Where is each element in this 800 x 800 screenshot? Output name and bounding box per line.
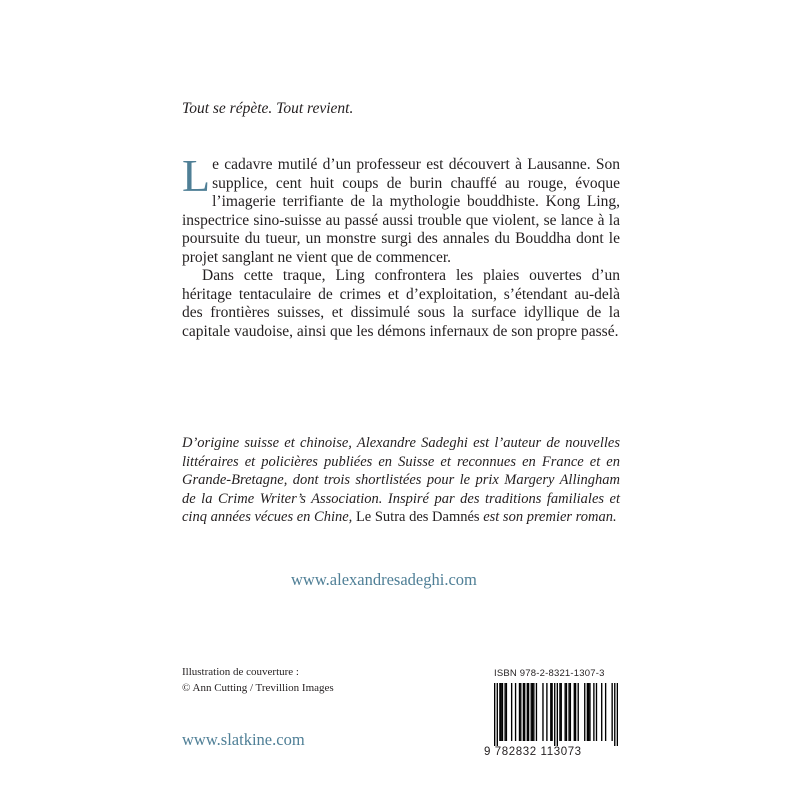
barcode-bar xyxy=(506,683,507,741)
barcode-bar xyxy=(531,683,532,741)
barcode-bar xyxy=(504,683,505,741)
tagline: Tout se répète. Tout revient. xyxy=(182,100,354,117)
barcode-bar xyxy=(575,683,576,741)
illustration-credit xyxy=(182,664,334,696)
barcode-bar xyxy=(611,683,612,741)
isbn-label: ISBN 978-2-8321-1307-3 xyxy=(494,668,605,679)
barcode-bar xyxy=(570,683,571,741)
synopsis-paragraph-2: Dans cette traque, Ling confrontera les plaies ouvertes d’un héritage tentaculaire de crimes et d’exploitation, s’étendant au-delà des frontières suisses, et dissimulé sous la surface idyllique de la capitale vaudoise, ainsi que les démons infernaux de son propre passé. xyxy=(182,267,620,340)
barcode-bar xyxy=(596,683,597,741)
book-title: Le Sutra des Damnés xyxy=(355,509,480,525)
barcode-bar xyxy=(614,683,615,746)
barcode-bar xyxy=(559,683,560,741)
barcode-digits: 9 782832 113073 xyxy=(484,746,582,758)
barcode-bar xyxy=(523,683,524,741)
barcode-bar xyxy=(568,683,569,741)
barcode-bar xyxy=(527,683,528,741)
synopsis-paragraph-1 xyxy=(182,150,620,267)
illustration-credit-label: Illustration de couverture : xyxy=(182,666,299,678)
synopsis-paragraph-1-text: e cadavre mutilé d’un professeur est découvert à Lausanne. Son supplice, cent huit coups de burin chauffé au rouge, évoque l’imagerie terrifiante de la mythologie bouddhiste. Kong Ling, inspectrice sino-suisse au passé aussi trouble que violent, se lance à la poursuite du tueur, un monstre surgi des annales du Bouddha dont le projet sanglant ne vient que de commencer. xyxy=(182,156,620,266)
barcode-bar xyxy=(551,683,552,741)
author-bio xyxy=(182,434,620,527)
barcode-bar xyxy=(564,683,565,741)
barcode-bar xyxy=(554,683,555,746)
barcode-bar xyxy=(532,683,533,741)
barcode-bar xyxy=(589,683,590,741)
barcode-bar xyxy=(550,683,551,741)
barcode-bar xyxy=(605,683,606,741)
barcode-bar xyxy=(574,683,575,741)
barcode-bar xyxy=(502,683,503,741)
publisher-website-link[interactable]: www.slatkine.com xyxy=(182,730,305,749)
barcode-bar xyxy=(524,683,525,741)
barcode-bar xyxy=(587,683,588,741)
author-bio-ending: est son premier roman. xyxy=(483,509,617,525)
barcode-bar xyxy=(528,683,529,741)
drop-cap: L xyxy=(182,150,211,201)
barcode-bar xyxy=(617,683,618,746)
barcode-bar xyxy=(561,683,562,741)
barcode-image xyxy=(494,683,618,746)
barcode-bar xyxy=(546,683,547,741)
barcode-bar xyxy=(497,683,498,746)
barcode-bar xyxy=(566,683,567,741)
barcode-bar xyxy=(536,683,537,741)
synopsis xyxy=(182,150,620,341)
barcode-bar xyxy=(588,683,589,741)
barcode-bar xyxy=(542,683,543,741)
barcode-bar xyxy=(499,683,500,741)
illustration-credit-value: © Ann Cutting / Trevillion Images xyxy=(182,682,334,694)
author-website-link[interactable]: www.alexandresadeghi.com xyxy=(291,570,477,589)
barcode-bar xyxy=(601,683,602,741)
barcode-bar xyxy=(515,683,516,741)
author-bio-text: D’origine suisse et chinoise, Alexandre Sadeghi est l’auteur de nouvelles littéraires et policières publiées en Suisse et reconnues en France et en Grande-Bretagne, dont trois shortlistées pour le prix Margery Allingham de la Crime Writer’s Association. Inspiré par des traditions familiales et cinq années vécues en Chine, xyxy=(182,435,620,525)
barcode-bar xyxy=(578,683,579,741)
barcode-bar xyxy=(494,683,495,746)
barcode-bar xyxy=(593,683,594,741)
isbn-block xyxy=(484,668,620,764)
barcode-bar xyxy=(501,683,502,741)
barcode-bar xyxy=(584,683,585,741)
barcode-bar xyxy=(533,683,534,741)
barcode-bar xyxy=(519,683,520,741)
barcode-bar xyxy=(520,683,521,741)
barcode-bar xyxy=(557,683,558,746)
barcode-bar xyxy=(511,683,512,741)
